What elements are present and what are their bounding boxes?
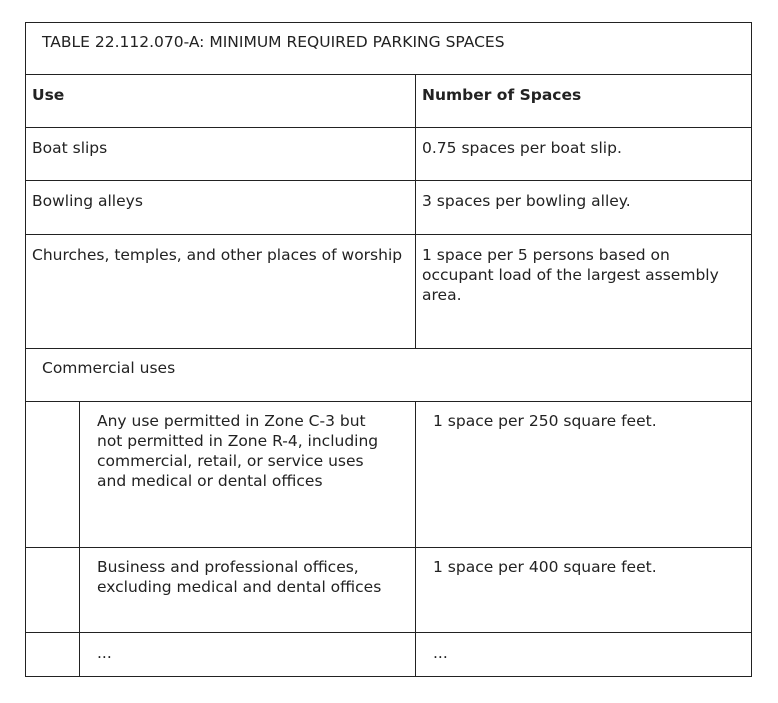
table-title: TABLE 22.112.070-A: MINIMUM REQUIRED PARKING SPACES — [42, 33, 505, 51]
use-cell — [26, 181, 416, 235]
spaces-text: 0.75 spaces per boat slip. — [422, 139, 622, 157]
use-text: ... — [97, 644, 112, 662]
table-row — [26, 235, 752, 349]
table-row — [26, 181, 752, 235]
use-text: Any use permitted in Zone C-3 but not permitted in Zone R-4, including commercial, retail, or service uses and medical or dental offices — [97, 412, 379, 490]
header-spaces: Number of Spaces — [422, 86, 582, 104]
use-cell — [26, 128, 416, 181]
header-use: Use — [32, 86, 65, 104]
indent-cell — [26, 548, 80, 633]
group-header-row — [26, 349, 752, 402]
group-label: Commercial uses — [42, 359, 176, 377]
table-row — [26, 633, 752, 677]
spaces-text: ... — [433, 644, 448, 662]
table-row — [26, 548, 752, 633]
spaces-text: 1 space per 5 persons based on occupant load of the largest assembly area. — [422, 246, 719, 304]
use-cell — [26, 235, 416, 349]
use-cell — [80, 633, 416, 677]
spaces-cell — [416, 402, 752, 548]
spaces-cell — [416, 128, 752, 181]
indent-cell — [26, 633, 80, 677]
spaces-cell — [416, 633, 752, 677]
use-text: Churches, temples, and other places of worship — [32, 246, 403, 264]
table-row — [26, 128, 752, 181]
spaces-cell — [416, 235, 752, 349]
use-text: Boat slips — [32, 139, 108, 157]
spaces-cell — [416, 548, 752, 633]
parking-table — [25, 22, 752, 677]
group-label-cell — [26, 349, 752, 402]
spaces-text: 1 space per 250 square feet. — [433, 412, 657, 430]
table-row — [26, 402, 752, 548]
indent-cell — [26, 402, 80, 548]
spaces-text: 3 spaces per bowling alley. — [422, 192, 631, 210]
use-cell — [80, 548, 416, 633]
use-text: Business and professional offices, excluding medical and dental offices — [97, 558, 382, 596]
spaces-cell — [416, 181, 752, 235]
table-title-row — [26, 23, 752, 75]
spaces-text: 1 space per 400 square feet. — [433, 558, 657, 576]
header-use-cell — [26, 75, 416, 128]
use-text: Bowling alleys — [32, 192, 143, 210]
header-spaces-cell — [416, 75, 752, 128]
use-cell — [80, 402, 416, 548]
table-title-cell — [26, 23, 752, 75]
table-header-row — [26, 75, 752, 128]
